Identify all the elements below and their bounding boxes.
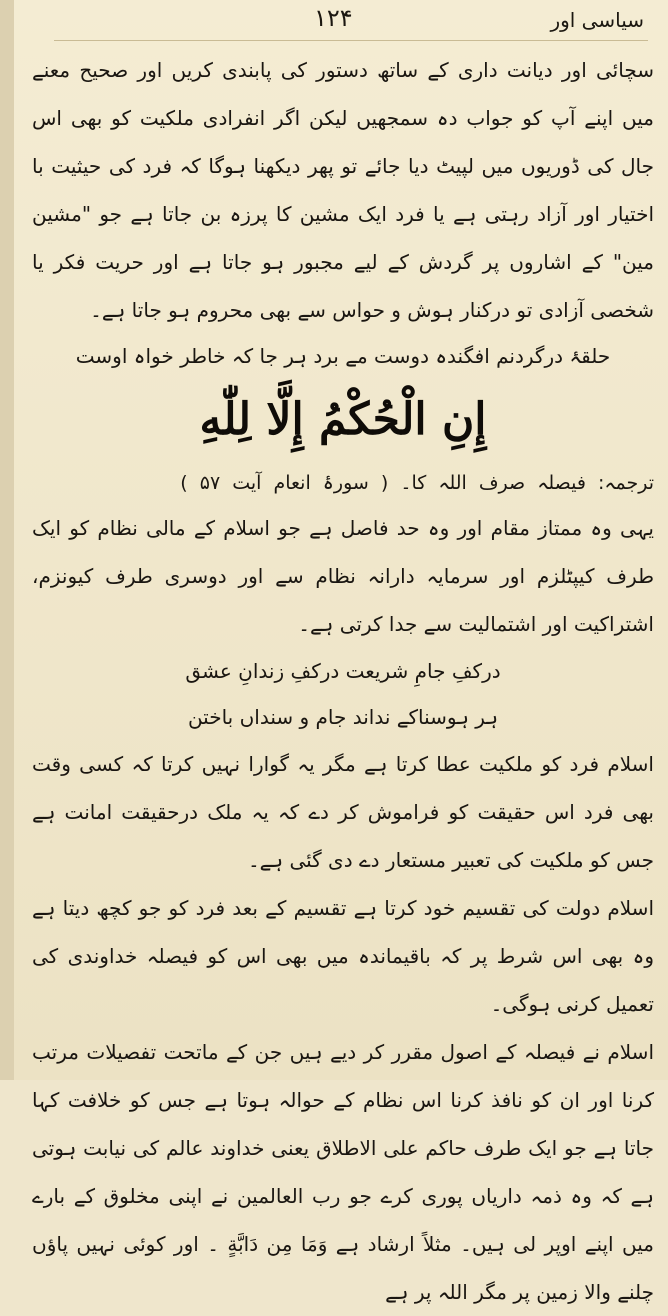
quranic-verse: إِنِ الْحُكْمُ إِلَّا لِلّٰهِ <box>199 394 487 445</box>
paragraph-intro: سچائی اور دیانت داری کے ساتھ دستور کی پابندی کریں اور صحیح معنے میں اپنے آپ کو جواب دہ سمجھیں لیکن اگر انفرادی ملکیت کو بھی اس جال کی ڈوریوں میں لپیٹ دیا جائے تو پھر دیکھنا ہوگا کہ فرد کی حیثیت با اختیار اور آزاد رہتی ہے یا فرد ایک مشین کا پرزہ بن جاتا ہے جو "مشین مین" کے اشاروں پر گردش کے لیے مجبور ہو جاتا ہے اور حریت فکر یا شخصی آزادی تو درکنار ہوش و حواس سے بھی محروم ہو جاتا ہے۔ <box>32 58 654 322</box>
paragraph-distinction: یہی وہ ممتاز مقام اور وہ حد فاصل ہے جو اسلام کے مالی نظام کو ایک طرف کیپٹلزم اور سرمایہ دارانہ نظام سے اور دوسری طرف کیونزم، اشتراکیت اور اشتمالیت سے جدا کرتی ہے۔ <box>32 516 654 636</box>
paragraph-caliphate: اسلام نے فیصلہ کے اصول مقرر کر دیے ہیں جن کے ماتحت تفصیلات مرتب کرنا اور ان کو نافذ کرنا اس نظام کے حوالہ ہوتا ہے جس کو خلافت کہا جاتا ہے جو ایک طرف حاکم علی الاطلاق یعنی خداوند عالم کی نیابت ہوتی ہے کہ وہ ذمہ داریاں پوری کرے جو رب العالمین نے اپنی مخلوق کے بارے میں اپنے اوپر لی ہیں۔ مثلاً ارشاد ہے وَمَا مِن دَابَّةٍ ۔ اور کوئی نہیں پاؤں چلنے والا زمین پر مگر اللہ پر ہے <box>32 1040 654 1304</box>
running-title: سیاسی اور <box>550 8 644 32</box>
persian-verse: حلقۂ درگردنم افگندہ دوست مے برد ہر جا کہ خاطر خواہ اوست <box>75 344 611 368</box>
header-divider <box>54 40 648 41</box>
paragraph-distribution: اسلام دولت کی تقسیم خود کرتا ہے تقسیم کے بعد فرد کو جو کچھ دیتا ہے وہ بھی اس شرط پر کہ باقیماندہ میں بھی اس کو فیصلہ خداوندی کی تعمیل کرنی ہوگی۔ <box>32 896 654 1016</box>
couplet-line-2: ہر ہوسناکے نداند جام و سنداں باختن <box>187 705 499 729</box>
page-number: ۱۲۴ <box>314 4 353 32</box>
couplet-line-1: درکفِ جامِ شریعت درکفِ زندانِ عشق <box>185 659 501 683</box>
page-body <box>32 46 654 1316</box>
paragraph-ownership: اسلام فرد کو ملکیت عطا کرتا ہے مگر یہ گوارا نہیں کرتا کہ کسی وقت بھی فرد اس حقیقت کو فراموش کر دے کہ یہ ملک درحقیقت امانت ہے جس کو ملکیت کی تعبیر مستعار دے دی گئی ہے۔ <box>32 752 654 872</box>
page-header <box>14 0 668 40</box>
verse-translation: ترجمہ: فیصلہ صرف اللہ کا۔ ( سورۂ انعام آیت ۵۷ ) <box>180 472 654 494</box>
